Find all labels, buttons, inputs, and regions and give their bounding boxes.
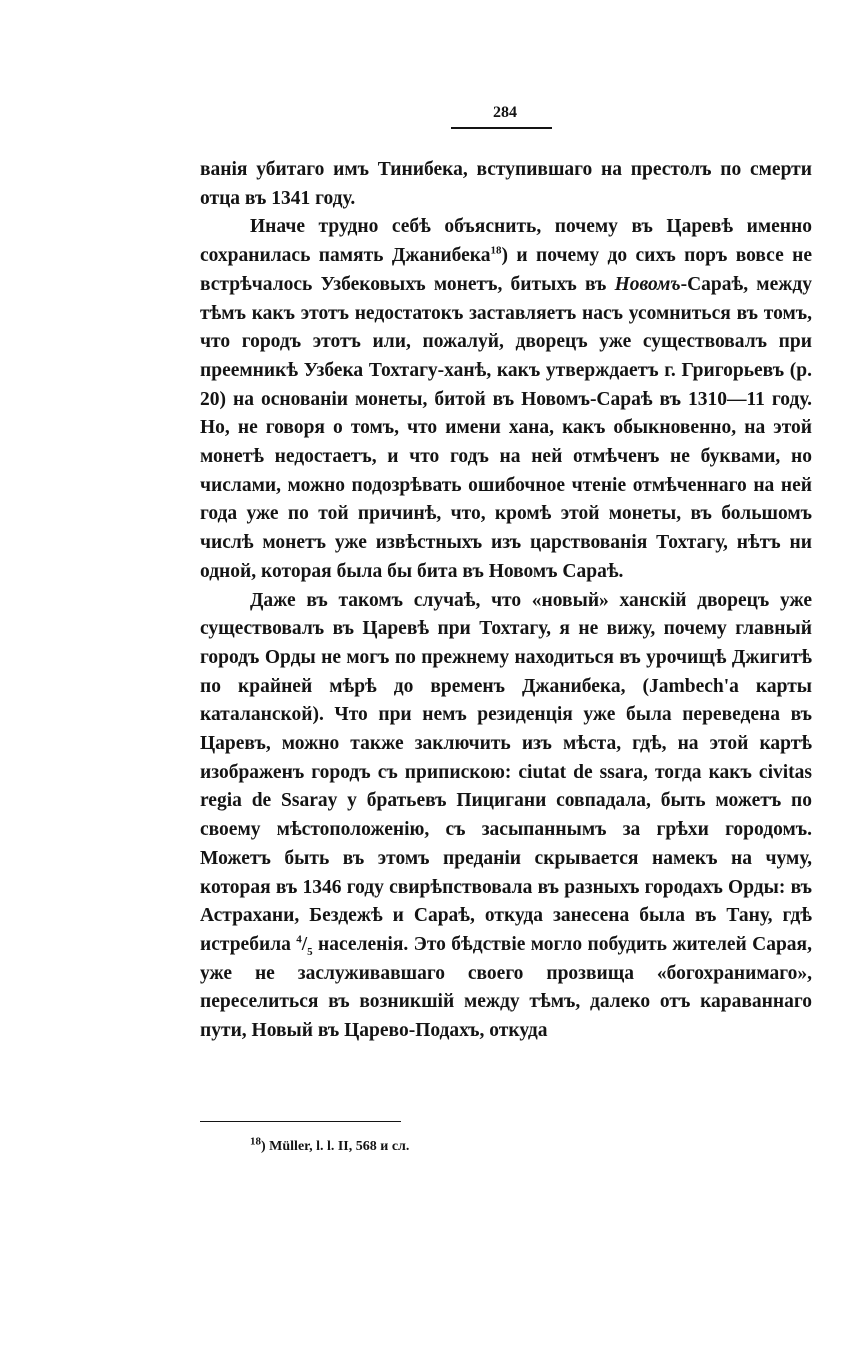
- text-run: /: [301, 933, 308, 955]
- text-run: ) и почему до сихъ поръ вовсе не встрѣчалось Узбековыхъ монетъ, битыхъ въ: [200, 245, 813, 295]
- paragraph: [200, 587, 812, 1046]
- subscript: 5: [307, 945, 313, 958]
- text-run: Иначе трудно себѣ объяснить, почему въ Царевѣ именно сохранилась память Джанибека: [200, 216, 812, 267]
- text-run: Даже въ такомъ случаѣ, что «новый» ханскій дворецъ уже существовалъ въ Царевѣ при Тохтагу, я не вижу, почему главный городъ Орды не могъ по прежнему находиться въ урочищѣ Джигитѣ по крайней мѣрѣ до временъ Джанибека, (Jambech'a карты каталанской). Что при немъ резиденція уже была переведена въ Царевъ, можно также заключить изъ мѣста, гдѣ, на этой картѣ изображенъ городъ съ припискою: ciutat de ssara, тогда какъ civitas regia de Ssaray у братьевъ Пицигани совпадала, быть можетъ по своему мѣстоположенію, съ засыпаннымъ за грѣхи городомъ. Можетъ быть въ этомъ преданіи скрывается намекъ на чуму, которая въ 1346 году свирѣпствовала въ разныхъ городахъ Орды: въ Астрахани, Бездежѣ и Сараѣ, откуда занесена была въ Тану, гдѣ истребила: [200, 589, 812, 955]
- paragraph: [200, 213, 812, 586]
- footnote-text: ) Müller, l. l. II, 568 и сл.: [261, 1139, 410, 1154]
- footnote-separator: [200, 1121, 401, 1122]
- text-run: ванія убитаго имъ Тинибека, вступившаго на престолъ по смерти отца въ 1341 году.: [200, 159, 812, 209]
- page-number-rule: [451, 127, 552, 129]
- text-run: населенія. Это бѣдствіе могло побудить жителей Сарая, уже не заслуживавшаго своего прозвища «богохранимаго», переселиться въ возникшій между тѣмъ, далеко отъ караваннаго пути, Новый въ Царево-Подахъ, откуда: [200, 933, 812, 1042]
- italic-text: Новомъ: [614, 273, 681, 295]
- text-run: -Сараѣ, между тѣмъ какъ этотъ недостатокъ заставляетъ насъ усомниться въ томъ, что городъ этотъ или, пожалуй, дворецъ уже существовалъ при преемникѣ Узбека Тохтагу-ханѣ, какъ утверждаетъ г. Григорьевъ (р. 20) на основаніи монеты, битой въ Новомъ-Сараѣ въ 1310—11 году. Но, не говоря о томъ, что имени хана, какъ обыкновенно, на этой монетѣ недостаетъ, и что годъ на ней отмѣченъ не буквами, но числами, можно подозрѣвать ошибочное чтеніе отмѣченнаго на ней года уже по той причинѣ, что, кромѣ этой монеты, въ большомъ числѣ монетъ уже извѣстныхъ изъ царствованія Тохтагу, нѣтъ ни одной, которая была бы бита въ Новомъ Сараѣ.: [200, 273, 812, 582]
- superscript: 18: [490, 244, 502, 257]
- superscript: 4: [296, 933, 302, 946]
- footnote-marker: 18: [250, 1135, 261, 1148]
- paragraph: [200, 156, 812, 213]
- page-number: 284: [493, 104, 517, 121]
- body-text: [200, 156, 812, 1046]
- footnote: [250, 1135, 750, 1156]
